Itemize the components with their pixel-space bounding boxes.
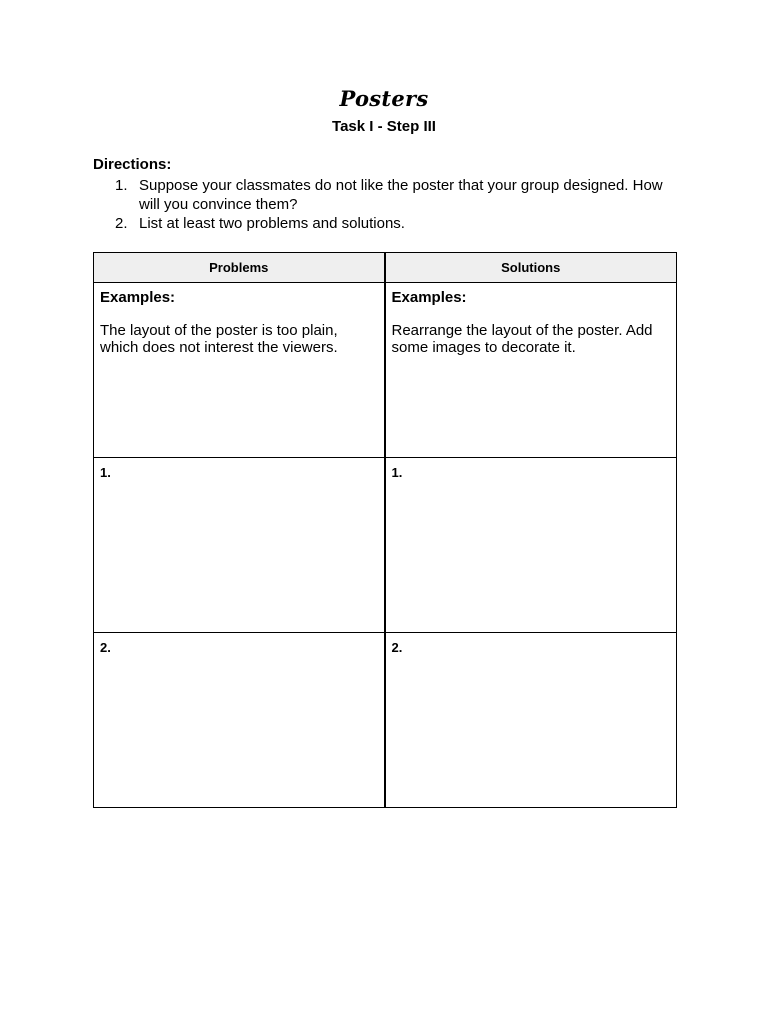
problems-example-text: The layout of the poster is too plain, which does not interest the viewers.: [100, 322, 338, 356]
solutions-example-text: Rearrange the layout of the poster. Add some images to decorate it.: [391, 322, 653, 356]
table-header-row: [94, 253, 677, 283]
problems-row-number: 1.: [100, 465, 111, 480]
directions-heading: Directions:: [93, 156, 172, 173]
solutions-row-number: 1.: [391, 465, 403, 480]
solutions-answer-cell-1[interactable]: [385, 458, 677, 633]
table-row: [94, 458, 677, 633]
page-subtitle: Task I - Step III: [332, 118, 436, 135]
column-header-solutions: Solutions: [385, 253, 677, 283]
problems-answer-cell-1[interactable]: [94, 458, 385, 633]
problems-solutions-table: [93, 252, 677, 808]
directions-item-number: 1.: [115, 177, 128, 194]
page-title: Posters: [339, 86, 429, 111]
problems-example-heading: Examples:: [100, 289, 176, 306]
column-header-problems: Problems: [94, 253, 385, 283]
solutions-answer-cell-2[interactable]: [385, 633, 677, 808]
solutions-example-heading: Examples:: [391, 289, 467, 306]
directions-item: [93, 214, 683, 233]
solutions-example-cell[interactable]: [385, 283, 677, 458]
directions-item-text: List at least two problems and solutions.: [139, 215, 405, 232]
problems-row-number: 2.: [100, 640, 111, 655]
solutions-row-number: 2.: [391, 640, 403, 655]
table-row: [94, 633, 677, 808]
directions-list: [93, 176, 683, 233]
problems-example-cell[interactable]: [94, 283, 385, 458]
problems-answer-cell-2[interactable]: [94, 633, 385, 808]
directions-item-number: 2.: [115, 215, 128, 232]
directions-item: [93, 176, 683, 214]
table-row-examples: [94, 283, 677, 458]
directions-item-text: Suppose your classmates do not like the poster that your group designed. How will you convince them?: [139, 177, 663, 213]
